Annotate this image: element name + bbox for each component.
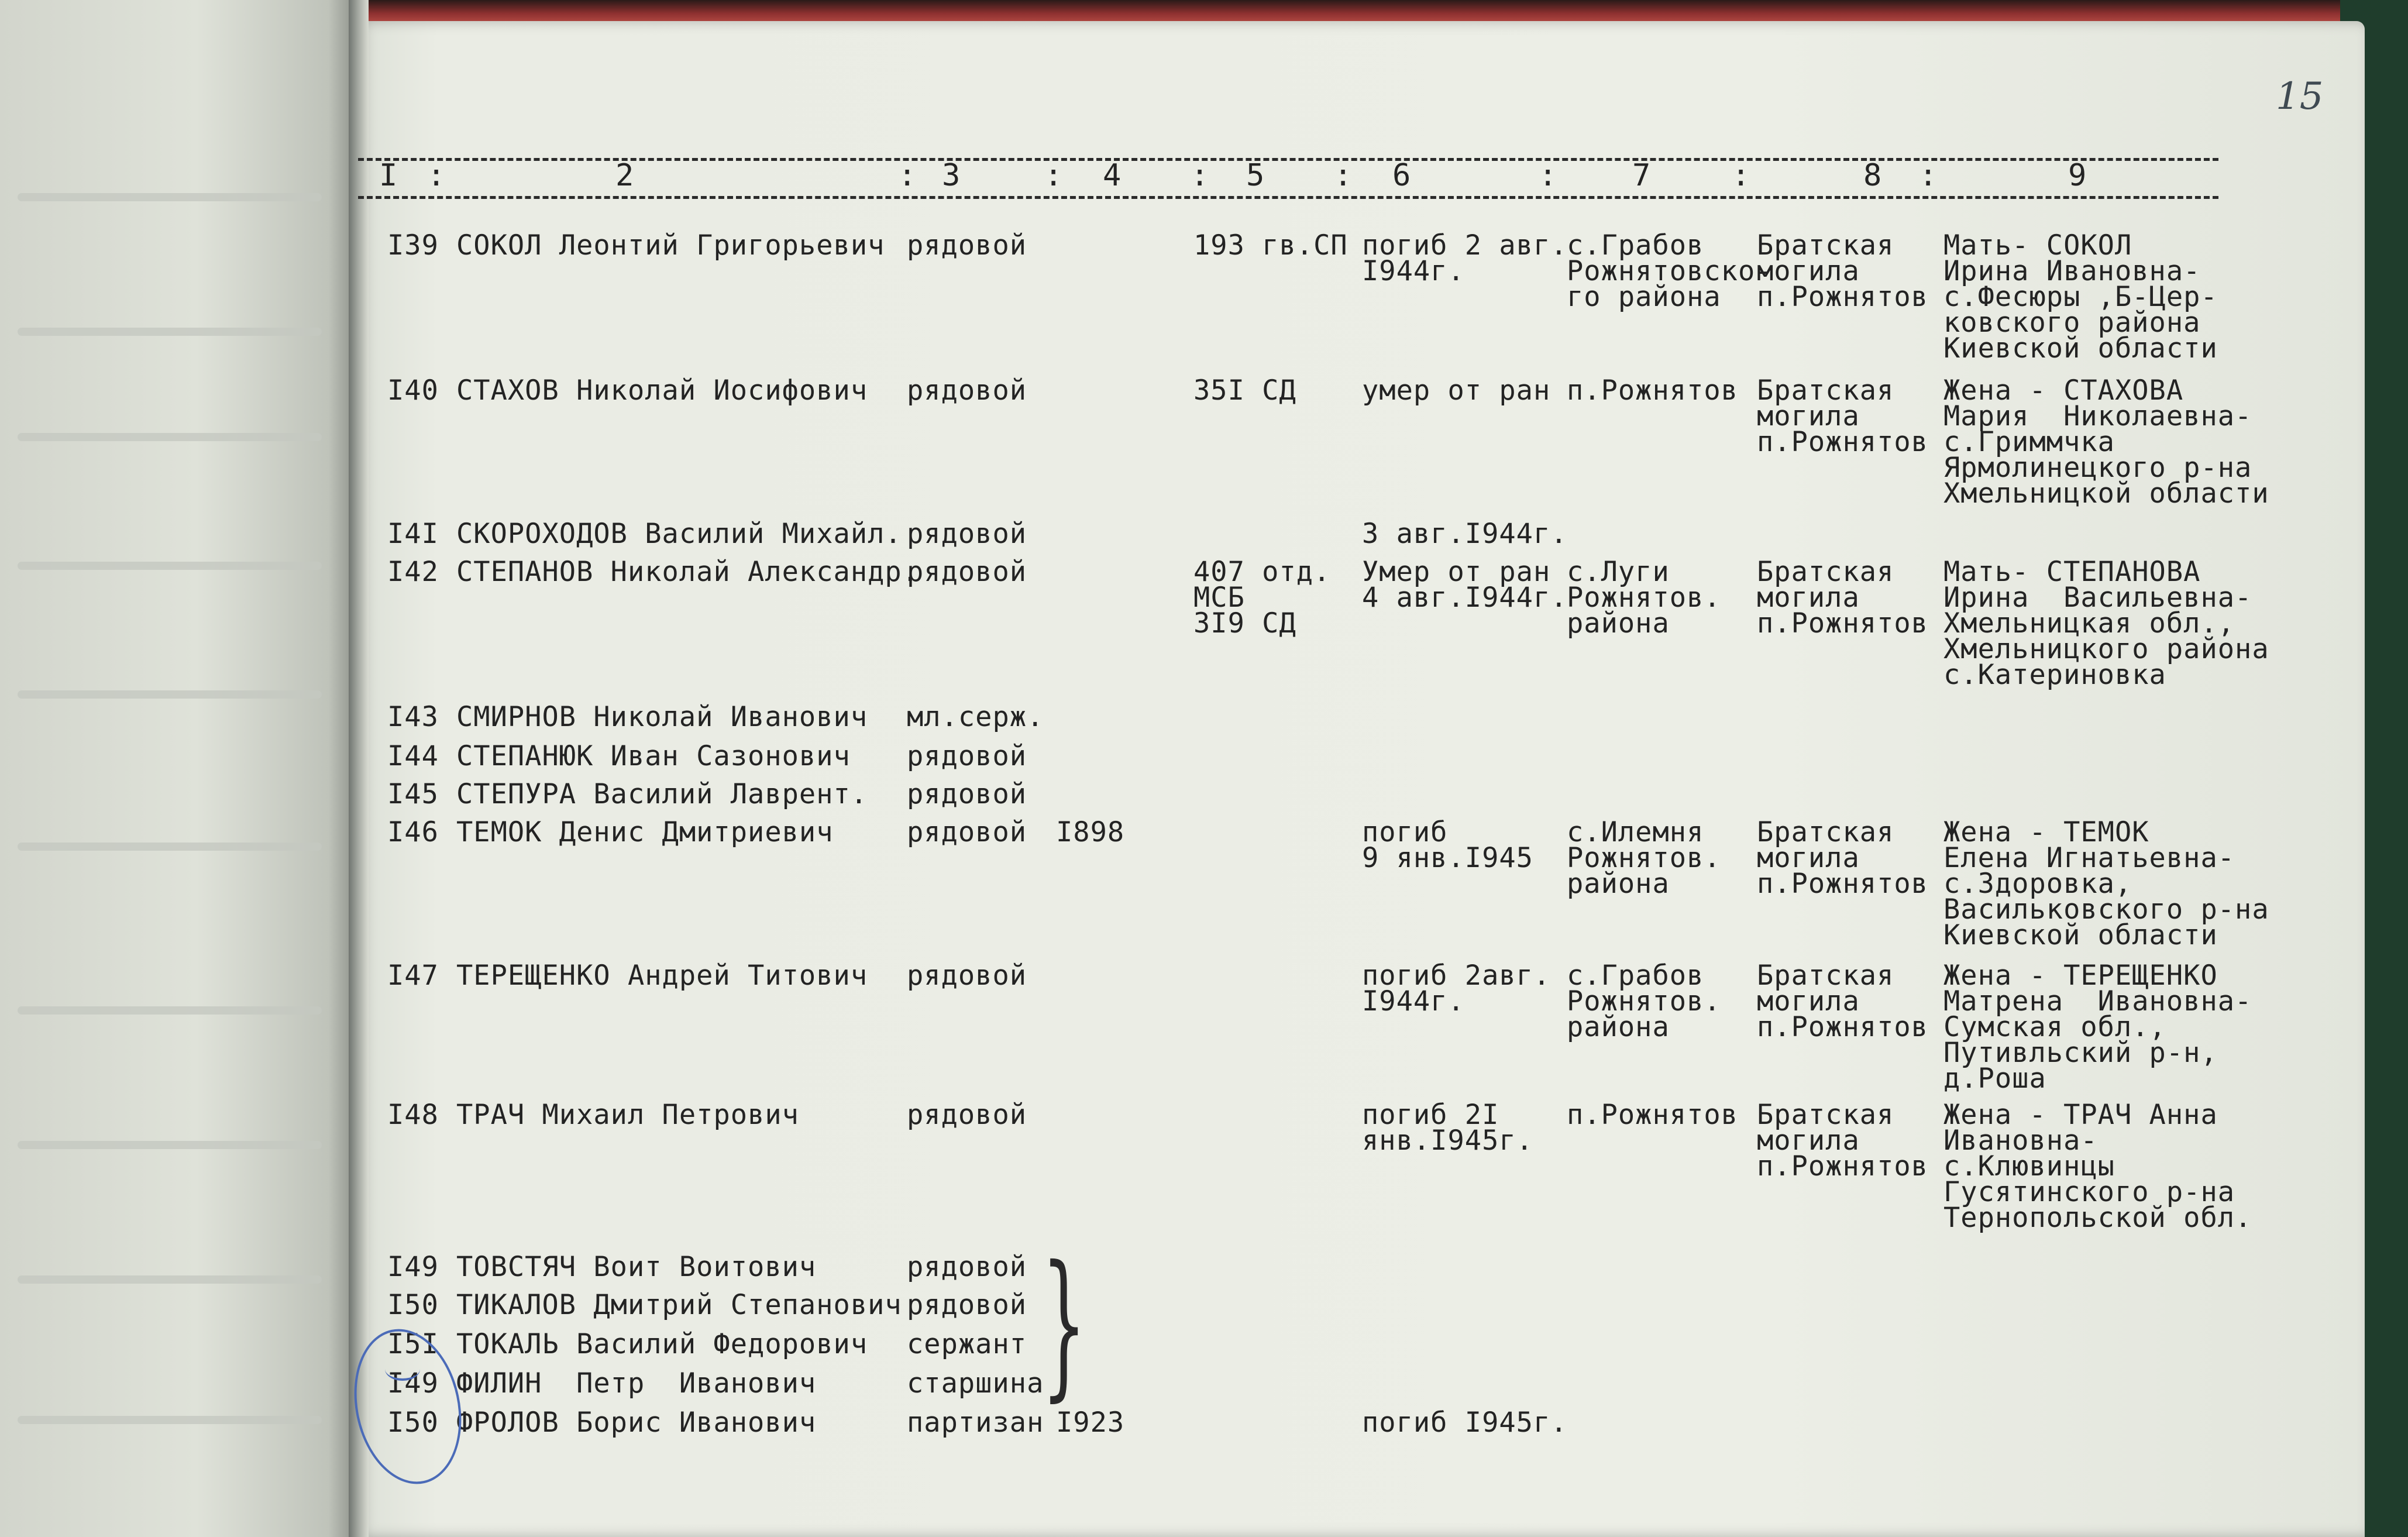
column-header-4: 4 [1103,158,1122,193]
place-line: Рожнятов. [1567,985,1721,1017]
death-line: Умер от ран [1362,556,1551,588]
column-separator: : [1732,158,1751,193]
entry-number: I44 [387,740,439,772]
entry-number: I45 [387,778,439,810]
relative-line: Киевской области [1943,332,2218,365]
bleed-through-line [18,1141,322,1149]
entry-number: I48 [387,1099,439,1131]
relative-line: Жена - СТАХОВА [1943,374,2184,407]
column-separator: : [1539,158,1558,193]
relative-line: Ярмолинецкого р-на [1943,452,2252,484]
place-line: го района [1567,281,1721,313]
grave-line: могила [1757,1125,1860,1157]
place-line: района [1567,607,1670,639]
unit-line: 193 гв.СП [1193,229,1348,262]
grave-line: п.Рожнятов [1757,281,1928,313]
military-rank: рядовой [907,778,1027,810]
left-page [0,0,357,1537]
relative-line: с.Фесюры ,Б-Цер- [1943,281,2218,313]
death-line: I944г. [1362,255,1465,287]
column-separator: : [1334,158,1353,193]
military-rank: сержант [907,1328,1027,1360]
place-line: района [1567,868,1670,900]
person-name: ФРОЛОВ Борис Иванович [456,1407,817,1439]
person-name: ТОВСТЯЧ Воит Воитович [456,1251,817,1283]
military-rank: рядовой [907,960,1027,992]
unit-line: МСБ [1193,582,1245,614]
bleed-through-line [18,193,322,201]
bleed-through-line [18,562,322,570]
relative-line: с.Катериновка [1943,659,2166,691]
relative-line: ковского района [1943,307,2201,339]
military-rank: партизан [907,1407,1044,1439]
entry-number: I49 [387,1367,439,1400]
relative-line: Жена - ТЕРЕЩЕНКО [1943,960,2218,992]
grave-line: могила [1757,255,1860,287]
header-rule-bottom [358,196,2218,199]
military-rank: рядовой [907,374,1027,407]
death-line: 3 авг.I944г. [1362,518,1568,550]
grave-line: п.Рожнятов [1757,1150,1928,1182]
grave-line: п.Рожнятов [1757,607,1928,639]
column-separator: : [1919,158,1938,193]
military-rank: рядовой [907,1289,1027,1321]
grave-line: п.Рожнятов [1757,426,1928,458]
grave-line: могила [1757,985,1860,1017]
grave-line: могила [1757,842,1860,874]
place-line: Рожнятов. [1567,582,1721,614]
unit-line: 407 отд. [1193,556,1331,588]
pen-tick-mark [385,1357,420,1381]
death-line: 4 авг.I944г. [1362,582,1568,614]
relative-line: Сумская обл., [1943,1011,2166,1043]
bleed-through-line [18,843,322,851]
column-header-6: 6 [1392,158,1412,193]
grave-line: могила [1757,400,1860,432]
military-rank: старшина [907,1367,1044,1400]
death-line: 9 янв.I945 [1362,842,1533,874]
bleed-through-line [18,433,322,441]
military-rank: рядовой [907,816,1027,848]
relative-line: с.Клювинцы [1943,1150,2115,1182]
place-line: с.Луги [1567,556,1670,588]
entry-number: I50 [387,1407,439,1439]
person-name: СМИРНОВ Николай Иванович [456,701,868,733]
entry-number: I4I [387,518,439,550]
relative-line: Путивльский р-н, [1943,1037,2218,1069]
grave-line: п.Рожнятов [1757,868,1928,900]
military-rank: рядовой [907,518,1027,550]
entry-number: I49 [387,1251,439,1283]
person-name: СТЕПАНЮК Иван Сазонович [456,740,851,772]
unit-line: 3I9 СД [1193,607,1296,639]
relative-line: Матрена Ивановна- [1943,985,2252,1017]
bleed-through-line [18,1275,322,1284]
death-line: погиб 2I [1362,1099,1499,1131]
entry-number: I43 [387,701,439,733]
column-header-7: 7 [1632,158,1652,193]
military-rank: рядовой [907,1251,1027,1283]
death-line: умер от ран [1362,374,1551,407]
military-rank: рядовой [907,229,1027,262]
relative-line: Мать- СОКОЛ [1943,229,2132,262]
place-line: п.Рожнятов [1567,1099,1738,1131]
person-name: ТРАЧ Михаил Петрович [456,1099,799,1131]
column-separator: : [427,158,446,193]
relative-line: Мать- СТЕПАНОВА [1943,556,2201,588]
grave-line: Братская [1757,556,1894,588]
entry-number: I46 [387,816,439,848]
entry-number: I5I [387,1328,439,1360]
bleed-through-line [18,1006,322,1015]
death-line: погиб 2 авг. [1362,229,1568,262]
column-header-2: 2 [615,158,635,193]
death-line: погиб I945г. [1362,1407,1568,1439]
person-name: ФИЛИН Петр Иванович [456,1367,817,1400]
person-name: СТЕПУРА Василий Лаврент. [456,778,868,810]
column-separator: : [898,158,917,193]
relative-line: Елена Игнатьевна- [1943,842,2235,874]
military-rank: мл.серж. [907,701,1044,733]
relative-line: д.Роша [1943,1063,2046,1095]
relative-line: Киевской области [1943,919,2218,951]
person-name: ТЕМОК Денис Дмитриевич [456,816,834,848]
person-name: ТЕРЕЩЕНКО Андрей Титович [456,960,868,992]
relative-line: Хмельницкого района [1943,633,2269,665]
person-name: ТОКАЛЬ Василий Федорович [456,1328,868,1360]
grave-line: могила [1757,582,1860,614]
grave-line: Братская [1757,960,1894,992]
relative-line: Хмельницкая обл., [1943,607,2235,639]
relative-line: Ирина Ивановна- [1943,255,2201,287]
bleed-through-line [18,690,322,699]
relative-line: с.Здоровка, [1943,868,2132,900]
grave-line: Братская [1757,1099,1894,1131]
entry-number: I42 [387,556,439,588]
place-line: района [1567,1011,1670,1043]
military-rank: рядовой [907,556,1027,588]
relative-line: Мария Николаевна- [1943,400,2252,432]
person-name: ТИКАЛОВ Дмитрий Степанович [456,1289,902,1321]
grave-line: Братская [1757,229,1894,262]
entry-number: I47 [387,960,439,992]
header-rule-top [358,158,2218,161]
entry-number: I39 [387,229,439,262]
military-rank: рядовой [907,1099,1027,1131]
person-name: СКОРОХОДОВ Василий Михайл. [456,518,902,550]
relative-line: Гусятинского р-на [1943,1176,2235,1208]
bleed-through-line [18,1416,322,1424]
column-header-8: 8 [1863,158,1883,193]
death-line: погиб 2авг. [1362,960,1551,992]
grave-line: п.Рожнятов [1757,1011,1928,1043]
column-header-5: 5 [1246,158,1265,193]
unit-line: 35I СД [1193,374,1296,407]
column-header-1: I [379,158,398,193]
entry-number: I40 [387,374,439,407]
place-line: Рожнятовско- [1567,255,1773,287]
column-separator: : [1044,158,1064,193]
relative-line: Жена - ТРАЧ Анна [1943,1099,2218,1131]
person-name: СТАХОВ Николай Иосифович [456,374,868,407]
death-line: I944г. [1362,985,1465,1017]
entry-number: I50 [387,1289,439,1321]
book-spine [349,0,369,1537]
grave-line: Братская [1757,374,1894,407]
grouping-brace: } [1041,1232,1087,1416]
death-line: янв.I945г. [1362,1125,1533,1157]
column-header-3: 3 [942,158,961,193]
military-rank: рядовой [907,740,1027,772]
grave-line: Братская [1757,816,1894,848]
relative-line: Васильковского р-на [1943,893,2269,926]
place-line: Рожнятов. [1567,842,1721,874]
bleed-through-line [18,328,322,336]
place-line: п.Рожнятов [1567,374,1738,407]
death-line: погиб [1362,816,1448,848]
place-line: с.Грабов [1567,960,1704,992]
birth-year: I898 [1056,816,1125,848]
birth-year: I923 [1056,1407,1125,1439]
relative-line: Тернопольской обл. [1943,1202,2252,1234]
column-separator: : [1191,158,1210,193]
relative-line: Хмельницкой области [1943,477,2269,510]
place-line: с.Илемня [1567,816,1704,848]
page-number: 15 [2276,75,2324,118]
relative-line: Жена - ТЕМОК [1943,816,2149,848]
relative-line: Ирина Васильевна- [1943,582,2252,614]
relative-line: Ивановна- [1943,1125,2098,1157]
person-name: СТЕПАНОВ Николай Александр. [456,556,920,588]
relative-line: с.Гриммчка [1943,426,2115,458]
column-header-9: 9 [2068,158,2087,193]
person-name: СОКОЛ Леонтий Григорьевич [456,229,885,262]
place-line: с.Грабов [1567,229,1704,262]
